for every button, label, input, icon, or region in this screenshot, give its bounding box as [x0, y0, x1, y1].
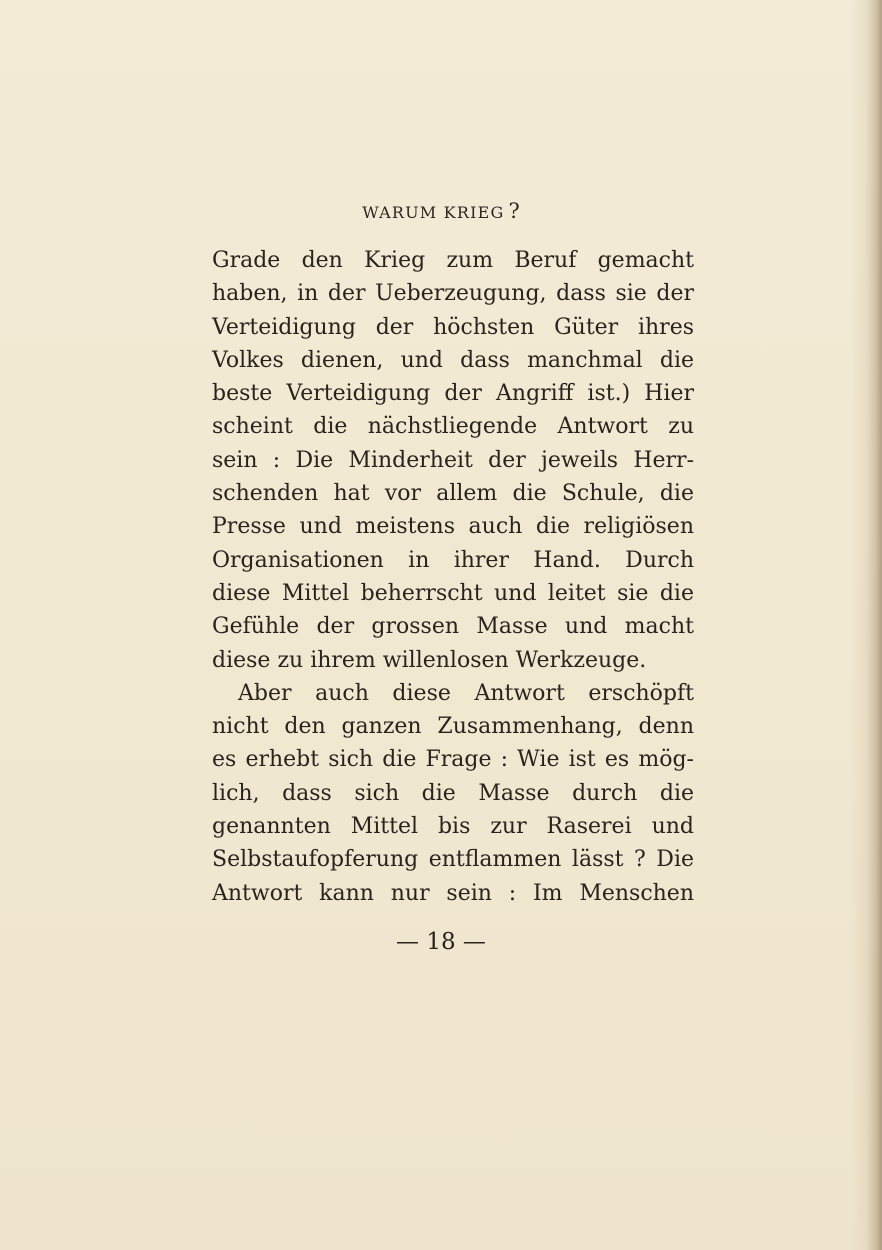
text-line: Aber auch diese Antwort erschöpft [238, 680, 694, 706]
text-line: diese zu ihrem willenlosen Werkzeuge. [212, 647, 647, 673]
text-line: Selbstaufopferung entflammen lässt ? Die [212, 847, 694, 873]
text-line: es erhebt sich die Frage : Wie ist es mög- [212, 747, 694, 773]
paragraph-1 [212, 244, 694, 677]
text-line: Grade den Krieg zum Beruf gemacht [212, 248, 694, 273]
page-number: — 18 — [396, 929, 486, 955]
text-line: nicht den ganzen Zusammenhang, denn [212, 714, 694, 740]
text-line: diese Mittel beherrscht und leitet sie die [212, 580, 694, 606]
text-line: sein : Die Minderheit der jeweils Herr- [212, 447, 694, 473]
text-line: Presse und meistens auch die religiösen [212, 514, 694, 540]
text-line: Gefühle der grossen Masse und macht [212, 614, 694, 640]
running-head-title: WARUM KRIEG [362, 203, 505, 222]
text-line: beste Verteidigung der Angriff ist.) Hier [212, 381, 694, 407]
body-text [212, 244, 694, 910]
paragraph-2 [212, 677, 694, 910]
text-line: genannten Mittel bis zur Raserei und [212, 814, 694, 840]
text-line: haben, in der Ueberzeugung, dass sie der [212, 281, 694, 307]
running-head-question-mark: ? [508, 199, 520, 223]
text-line: schenden hat vor allem die Schule, die [212, 481, 694, 507]
text-line: Volkes dienen, und dass manchmal die [212, 347, 694, 373]
text-line: lich, dass sich die Masse durch die [212, 780, 694, 806]
text-line: Antwort kann nur sein : Im Menschen [212, 880, 694, 906]
text-line: Verteidigung der höchsten Güter ihres [212, 314, 694, 340]
running-head [0, 199, 882, 223]
text-line: scheint die nächstliegende Antwort zu [212, 414, 694, 440]
text-line: Organisationen in ihrer Hand. Durch [212, 547, 694, 573]
